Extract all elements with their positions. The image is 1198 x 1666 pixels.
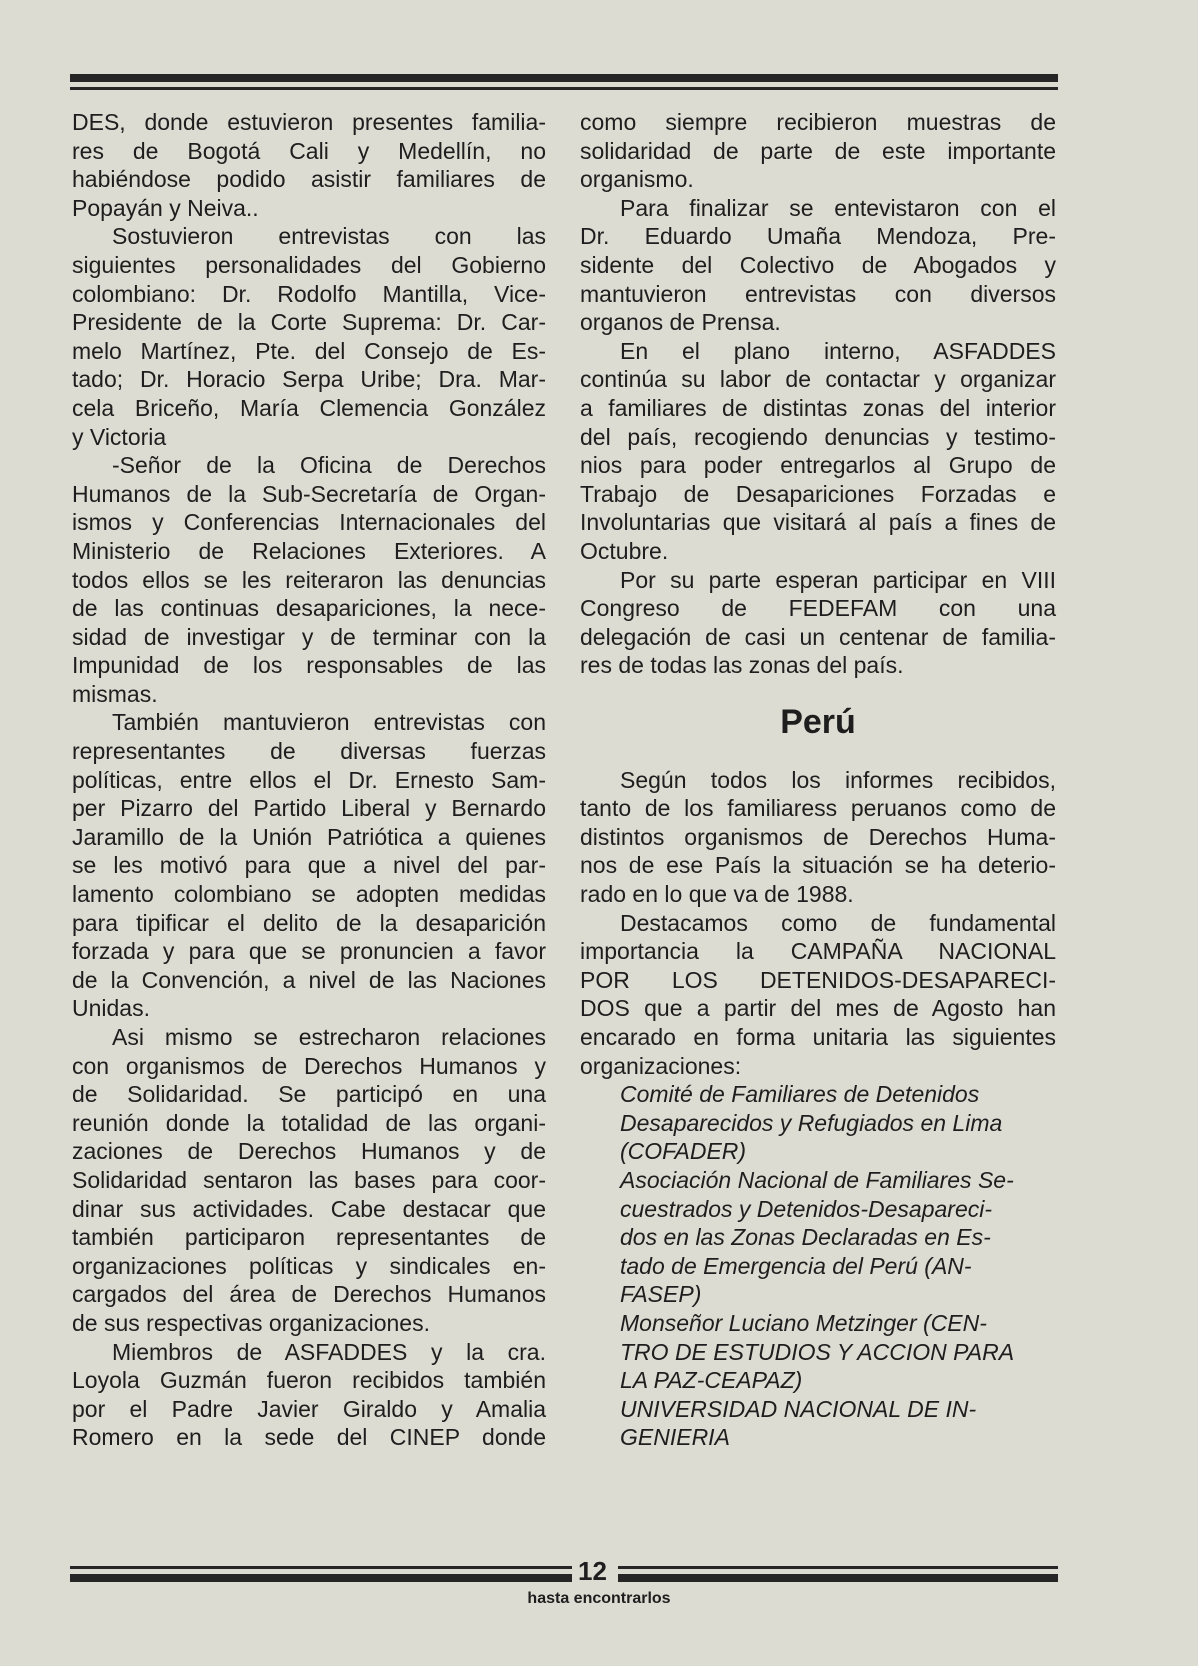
text-line: nos de ese País la situación se ha deterio- (580, 852, 1056, 879)
text-line: importancia la CAMPAÑA NACIONAL (580, 938, 1056, 965)
text-line: ismos y Conferencias Internacionales del (72, 509, 546, 536)
text-line: tanto de los familiaress peruanos como de (580, 795, 1056, 822)
text-line: Comité de Familiares de Detenidos (620, 1081, 980, 1108)
section-heading: Perú (780, 702, 856, 741)
publication-title: hasta encontrarlos (527, 1590, 671, 1607)
text-line: del país, recogiendo denuncias y testimo- (580, 423, 1056, 450)
text-line: Octubre. (580, 537, 669, 564)
text-line: Para finalizar se entevistaron con el (620, 194, 1056, 221)
text-line: También mantuvieron entrevistas con (112, 709, 546, 736)
text-line: Humanos de la Sub-Secretaría de Organ- (72, 480, 546, 507)
text-line: melo Martínez, Pte. del Consejo de Es- (72, 337, 546, 364)
paragraph (72, 451, 546, 708)
text-line: para tipificar el delito de la desaparición (72, 909, 546, 936)
paragraph (72, 108, 546, 222)
paragraph (580, 108, 1056, 194)
text-line: forzada y para que se pronuncien a favor (72, 938, 546, 965)
text-line: En el plano interno, ASFADDES (620, 337, 1056, 364)
text-line: también participaron representantes de (72, 1224, 546, 1251)
text-line: FASEP) (620, 1281, 702, 1308)
paragraph (72, 222, 546, 451)
text-line: organizaciones: (580, 1052, 742, 1079)
text-line: Destacamos como de fundamental (620, 909, 1056, 936)
text-line: Presidente de la Corte Suprema: Dr. Car- (72, 309, 546, 336)
text-line: sidad de investigar y de terminar con la (72, 623, 546, 650)
paragraph (580, 194, 1056, 337)
text-line: mantuvieron entrevistas con diversos (580, 280, 1056, 307)
text-line: Congreso de FEDEFAM con una (580, 595, 1056, 622)
text-line: distintos organismos de Derechos Huma- (580, 823, 1056, 850)
text-line: se les motivó para que a nivel del par- (72, 852, 546, 879)
text-line: y Victoria (72, 423, 167, 450)
text-line: Jaramillo de la Unión Patriótica a quienes (72, 823, 546, 850)
text-line: sidente del Colectivo de Abogados y (580, 251, 1056, 278)
text-line: zaciones de Derechos Humanos y de (72, 1138, 546, 1165)
text-line: TRO DE ESTUDIOS Y ACCION PARA (620, 1338, 1015, 1365)
top-rule (70, 74, 1058, 94)
text-line: nios para poder entregarlos al Grupo de (580, 452, 1056, 479)
text-line: dinar sus actividades. Cabe destacar que (72, 1195, 546, 1222)
text-line: Sostuvieron entrevistas con las (112, 223, 546, 250)
paragraph (72, 1023, 546, 1338)
page-number: 12 (578, 1556, 607, 1586)
paragraph (580, 337, 1056, 566)
left-column (72, 108, 546, 1452)
text-line: res de Bogotá Cali y Medellín, no (72, 137, 546, 164)
text-line: Dr. Eduardo Umaña Mendoza, Pre- (580, 223, 1056, 250)
paragraph (580, 766, 1056, 909)
text-line: organismo. (580, 166, 694, 193)
text-line: Asociación Nacional de Familiares Se- (620, 1166, 1014, 1193)
text-line: delegación de casi un centenar de familia- (580, 623, 1056, 650)
text-line: organizaciones políticas y sindicales en- (72, 1252, 546, 1279)
text-line: de las continuas desapariciones, la nece- (72, 595, 546, 622)
text-line: -Señor de la Oficina de Derechos (112, 452, 546, 479)
text-line: Trabajo de Desapariciones Forzadas e (580, 480, 1056, 507)
text-line: rado en lo que va de 1988. (580, 881, 854, 908)
text-line: a familiares de distintas zonas del interior (580, 394, 1056, 421)
text-line: cela Briceño, María Clemencia González (72, 394, 546, 421)
text-line: políticas, entre ellos el Dr. Ernesto Sam- (72, 766, 546, 793)
text-line: cargados del área de Derechos Humanos (72, 1281, 546, 1308)
text-line: por el Padre Javier Giraldo y Amalia (72, 1395, 546, 1422)
text-line: colombiano: Dr. Rodolfo Mantilla, Vice- (72, 280, 546, 307)
text-line: Miembros de ASFADDES y la cra. (112, 1338, 546, 1365)
text-line: (COFADER) (620, 1138, 747, 1165)
text-line: como siempre recibieron muestras de (580, 109, 1056, 135)
text-line: Ministerio de Relaciones Exteriores. A (72, 537, 546, 564)
text-line: UNIVERSIDAD NACIONAL DE IN- (620, 1395, 977, 1422)
organization-item (580, 1309, 1056, 1395)
text-line: Asi mismo se estrecharon relaciones (112, 1024, 546, 1050)
text-line: reunión donde la totalidad de las organi- (72, 1109, 546, 1136)
text-line: Loyola Guzmán fueron recibidos también (72, 1367, 546, 1394)
text-line: GENIERIA (620, 1424, 730, 1451)
text-line: de la Convención, a nivel de las Naciones (72, 966, 546, 993)
right-column (580, 108, 1056, 1452)
organization-item (580, 1395, 1056, 1452)
text-line: habiéndose podido asistir familiares de (72, 166, 546, 193)
text-line: todos ellos se les reiteraron las denuncias (72, 566, 546, 593)
paragraph (72, 1338, 546, 1452)
text-line: mismas. (72, 680, 158, 707)
bottom-rule-right (618, 1566, 1058, 1586)
text-line: Desaparecidos y Refugiados en Lima (620, 1109, 1003, 1136)
text-line: DOS que a partir del mes de Agosto han (580, 995, 1056, 1022)
text-line: lamento colombiano se adopten medidas (72, 881, 546, 908)
bottom-rule-left (70, 1566, 572, 1586)
text-line: organos de Prensa. (580, 309, 781, 336)
text-line: cuestrados y Detenidos-Desapareci- (620, 1195, 993, 1222)
text-line: LA PAZ-CEAPAZ) (620, 1367, 803, 1394)
text-line: de Solidaridad. Se participó en una (72, 1081, 546, 1108)
text-line: Involuntarias que visitará al país a fines de (580, 509, 1056, 536)
organization-item (580, 1166, 1056, 1309)
text-line: Según todos los informes recibidos, (620, 766, 1056, 793)
text-line: Popayán y Neiva.. (72, 194, 259, 221)
text-line: res de todas las zonas del país. (580, 652, 904, 679)
text-line: Solidaridad sentaron las bases para coor- (72, 1166, 546, 1193)
text-line: per Pizarro del Partido Liberal y Bernardo (72, 795, 546, 822)
text-line: encarado en forma unitaria las siguientes (580, 1024, 1056, 1051)
paragraph (580, 909, 1056, 1081)
text-line: Monseñor Luciano Metzinger (CEN- (620, 1309, 987, 1336)
text-line: de sus respectivas organizaciones. (72, 1309, 430, 1336)
text-line: representantes de diversas fuerzas (72, 738, 546, 765)
text-line: Por su parte esperan participar en VIII (620, 566, 1056, 593)
text-line: POR LOS DETENIDOS-DESAPARECI- (580, 966, 1056, 993)
text-line: DES, donde estuvieron presentes familia- (72, 109, 546, 135)
text-line: tado de Emergencia del Perú (AN- (620, 1252, 972, 1279)
organization-item (580, 1080, 1056, 1166)
text-line: Impunidad de los responsables de las (72, 652, 546, 679)
text-line: Unidas. (72, 995, 150, 1022)
text-line: con organismos de Derechos Humanos y (72, 1052, 546, 1079)
paragraph (72, 708, 546, 1023)
text-line: continúa su labor de contactar y organizar (580, 366, 1056, 393)
text-line: tado; Dr. Horacio Serpa Uribe; Dra. Mar- (72, 366, 546, 393)
text-line: dos en las Zonas Declaradas en Es- (620, 1224, 991, 1251)
text-line: siguientes personalidades del Gobierno (72, 251, 546, 278)
text-line: Romero en la sede del CINEP donde (72, 1424, 546, 1451)
text-line: solidaridad de parte de este importante (580, 137, 1056, 164)
paragraph (580, 566, 1056, 680)
